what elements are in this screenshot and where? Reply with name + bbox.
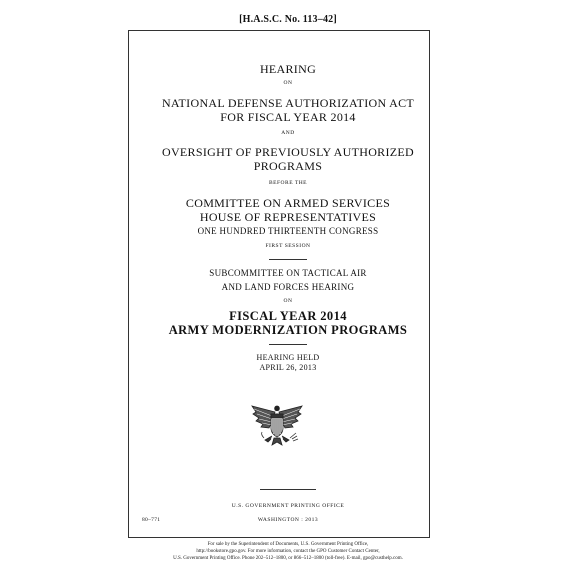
committee-line-1: COMMITTEE ON ARMED SERVICES — [185, 196, 391, 210]
session-label: FIRST SESSION — [265, 243, 311, 249]
on-label-2: ON — [283, 298, 293, 304]
document-number: 80–771 — [142, 517, 161, 523]
title-line-1: NATIONAL DEFENSE AUTHORIZATION ACT — [161, 96, 415, 110]
hasc-number: [H.A.S.C. No. 113–42] — [239, 14, 337, 25]
topic-line-1: FISCAL YEAR 2014 — [229, 309, 347, 323]
divider-rule-2 — [269, 344, 307, 345]
and-label: AND — [281, 130, 295, 136]
before-the-label: BEFORE THE — [268, 180, 308, 186]
oversight-line-2: PROGRAMS — [253, 159, 323, 173]
great-seal-eagle-icon — [250, 400, 304, 448]
on-label-1: ON — [283, 80, 293, 86]
sale-note-line-2: http://bookstore.gpo.gov. For more information, contact the GPO Customer Contact Center, — [196, 549, 380, 554]
washington-year: WASHINGTON : 2013 — [257, 517, 319, 523]
subcommittee-line-2: AND LAND FORCES HEARING — [221, 282, 355, 292]
title-line-2: FOR FISCAL YEAR 2014 — [220, 110, 356, 124]
hearing-label: HEARING — [259, 62, 317, 76]
congress-label: ONE HUNDRED THIRTEENTH CONGRESS — [197, 226, 379, 236]
divider-rule-3 — [260, 489, 316, 490]
topic-line-2: ARMY MODERNIZATION PROGRAMS — [168, 323, 408, 337]
divider-rule-1 — [269, 259, 307, 260]
committee-line-2: HOUSE OF REPRESENTATIVES — [199, 210, 377, 224]
printing-office: U.S. GOVERNMENT PRINTING OFFICE — [231, 503, 345, 509]
sale-note-line-1: For sale by the Superintendent of Documents, U.S. Government Printing Office, — [207, 542, 369, 547]
subcommittee-line-1: SUBCOMMITTEE ON TACTICAL AIR — [209, 268, 367, 278]
hearing-held-label: HEARING HELD — [256, 353, 320, 362]
hearing-date: APRIL 26, 2013 — [259, 363, 317, 372]
sale-note-line-3: U.S. Government Printing Office. Phone 202–512–1800, or 866–512–1800 (toll-free). E-mail, gpo@custhelp.com. — [173, 556, 403, 561]
oversight-line-1: OVERSIGHT OF PREVIOUSLY AUTHORIZED — [161, 145, 414, 159]
